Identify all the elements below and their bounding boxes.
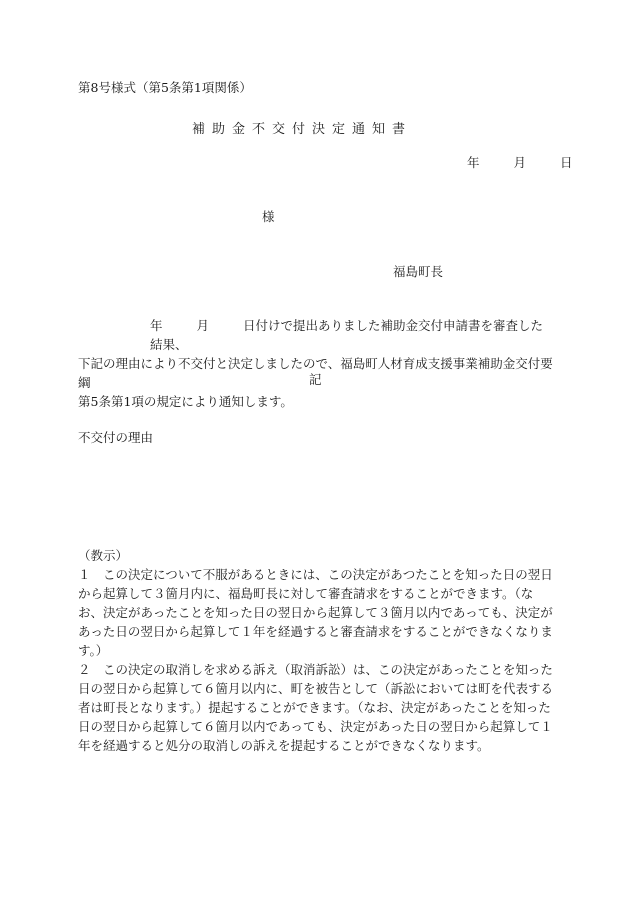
- body-line-3: 第5条第1項の規定により通知します。: [78, 394, 293, 409]
- year-label: 年: [467, 155, 480, 170]
- ki-marker: 記: [309, 372, 322, 387]
- document-title: 補助金不交付決定通知書: [192, 122, 413, 137]
- sender-name: 福島町長: [393, 264, 444, 279]
- body-month-label: 月: [196, 318, 210, 333]
- body-line-1: [78, 316, 554, 354]
- form-number: 第8号様式（第5条第1項関係）: [78, 80, 252, 95]
- body-paragraph: [78, 316, 554, 411]
- day-label: 日: [560, 155, 573, 170]
- reason-label: 不交付の理由: [78, 430, 154, 445]
- notice-section: [78, 546, 554, 755]
- body-line-2: 下記の理由により不交付と決定しましたので、福島町人材育成支援事業補助金交付要綱: [78, 356, 553, 390]
- date-line: [467, 153, 573, 171]
- notice-heading: （教示）: [78, 548, 129, 563]
- notice-item-2: ２ この決定の取消しを求める訴え（取消訴訟）は、この決定があったことを知った日の翌日から起算して６箇月以内に、町を被告として（訴訟においては町を代表する者は町長となります。）提起することができます。（なお、決定があったことを知った日の翌日から起算して６箇月以内であっても、決定があった日の翌日から起算して１年を経過すると処分の取消しの訴えを提起することができなくなります。: [78, 662, 554, 753]
- body-year-label: 年: [150, 318, 163, 333]
- body-line-1-text: 日付けで提出ありました補助金交付申請書を審査した結果、: [150, 318, 544, 352]
- addressee-suffix: 様: [262, 209, 275, 224]
- month-label: 月: [513, 155, 527, 170]
- notice-item-1: １ この決定について不服があるときには、この決定があつたことを知った日の翌日から起算して３箇月内に、福島町長に対して審査請求をすることができます。（なお、決定があったことを知った日の翌日から起算して３箇月以内であっても、決定があった日の翌日から起算して１年を経過すると審査請求をすることができなくなります。）: [78, 567, 553, 658]
